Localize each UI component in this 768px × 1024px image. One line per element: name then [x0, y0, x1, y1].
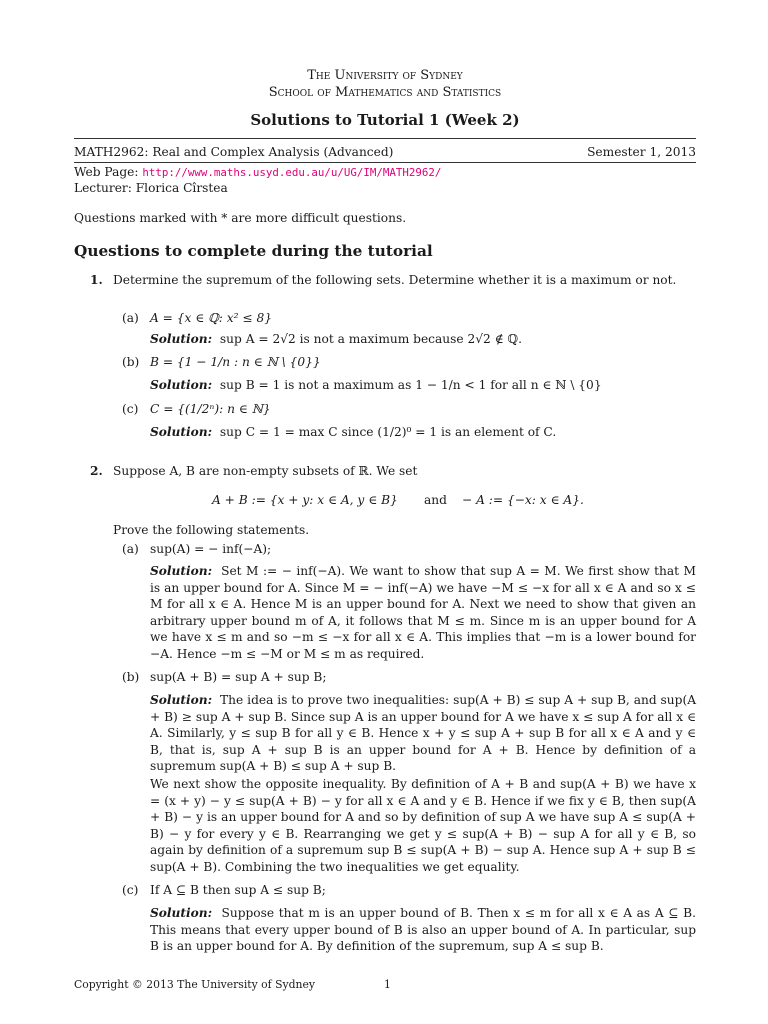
q2b-solution	[150, 692, 696, 775]
solution-label: Solution:	[150, 378, 213, 392]
q2b-statement: sup(A + B) = sup A + sup B;	[150, 670, 327, 684]
university-name: The University of Sydney	[307, 68, 463, 83]
page-number: 1	[384, 978, 391, 991]
q2-display-sum: A + B := {x + y: x ∈ A, y ∈ B}	[212, 493, 398, 507]
q1c-solution	[150, 424, 556, 441]
q2b-solution-continued: We next show the opposite inequality. By definition of A + B and sup(A + B) we have x = (x + y) − y ≤ sup(A + B) − y for all x ∈ A and y ∈ B. Hence if we fix y ∈ B, then sup(A + B) − y is an upper bound for A and so by definition of sup A we have sup A ≤ sup(A + B) − y for every y ∈ B. Rearranging we get y ≤ sup(A + B) − sup A for all y ∈ B, so again by definition of a supremum sup B ≤ sup(A + B) − sup A. Hence sup A + sup B ≤ sup(A + B). Combining the two inequalities we get equality.	[150, 777, 696, 874]
solution-label: Solution:	[150, 425, 213, 439]
q1c-set: C = {(1/2ⁿ): n ∈ ℕ}	[150, 402, 271, 416]
page-title: Solutions to Tutorial 1 (Week 2)	[250, 111, 520, 129]
top-rule	[74, 138, 696, 139]
webpage-label: Web Page:	[74, 165, 139, 179]
q1b-solution	[150, 377, 602, 394]
q2a-solution-text: Set M := − inf(−A). We want to show that sup A = M. We first show that M is an upper bound for A. Since M = − inf(−A) we have −M ≤ −x for all x ∈ A and so x ≤ M for all x ∈ A. Hence M is an upper bound for A. Next we need to show that given an arbitrary upper bound m of A, it follows that M ≤ m. Since m is an upper bound for A we have x ≤ m and so −m ≤ −x for all x ∈ A. This implies that −m is a lower bound for −A. Hence −m ≤ −M or M ≤ m as required.	[150, 564, 697, 661]
lecturer-line: Lecturer: Florica Cîrstea	[74, 181, 228, 195]
section-heading: Questions to complete during the tutorial	[74, 242, 433, 260]
difficulty-note: Questions marked with * are more difficult questions.	[74, 211, 407, 225]
q2a-label: (a)	[122, 542, 139, 556]
q1a-label: (a)	[122, 311, 139, 325]
course-name: MATH2962: Real and Complex Analysis (Advanced)	[74, 145, 394, 159]
q1a-solution-text: sup A = 2√2 is not a maximum because 2√2 ∉ ℚ.	[219, 332, 522, 346]
solution-label: Solution:	[150, 564, 213, 578]
q2-display-and: and	[424, 493, 447, 507]
q2a-solution	[150, 563, 696, 663]
q2b-label: (b)	[122, 670, 140, 684]
q1-number: 1.	[90, 273, 103, 287]
semester-label: Semester 1, 2013	[587, 145, 696, 159]
q1b-label: (b)	[122, 355, 140, 369]
solution-label: Solution:	[150, 906, 213, 920]
school-name: School of Mathematics and Statistics	[268, 85, 502, 100]
q2b-solution-text: The idea is to prove two inequalities: sup(A + B) ≤ sup A + sup B, and sup(A + B) ≥ sup A + sup B. Since sup A is an upper bound for A we have x ≤ sup A for all x ∈ A. Similarly, y ≤ sup B for all y ∈ B. Hence x + y ≤ sup A + sup B for all x ∈ A and y ∈ B, that is, sup A + sup B is an upper bound for A + B. Hence by definition of a supremum sup(A + B) ≤ sup A + sup B.	[150, 693, 697, 774]
q1b-set: B = {1 − 1/n : n ∈ ℕ \ {0}}	[150, 355, 321, 369]
middle-rule	[74, 162, 696, 163]
document-page	[74, 0, 696, 1024]
q2a-statement: sup(A) = − inf(−A);	[150, 542, 272, 556]
q2-number: 2.	[90, 464, 103, 478]
q1a-set: A = {x ∈ ℚ: x² ≤ 8}	[150, 311, 272, 325]
footer-copyright: Copyright © 2013 The University of Sydney	[74, 978, 315, 991]
q1a-solution	[150, 331, 522, 348]
q2-display-neg: − A := {−x: x ∈ A}.	[462, 493, 584, 507]
q2c-solution-text: Suppose that m is an upper bound of B. Then x ≤ m for all x ∈ A as A ⊆ B. This means that every upper bound of B is also an upper bound of A. In particular, sup B is an upper bound for A. By definition of the supremum, sup A ≤ sup B.	[150, 906, 697, 954]
webpage-link[interactable]: http://www.maths.usyd.edu.au/u/UG/IM/MATH2962/	[142, 166, 442, 179]
q2-text: Suppose A, B are non-empty subsets of ℝ. We set	[113, 464, 418, 478]
q1c-solution-text: sup C = 1 = max C since (1/2)⁰ = 1 is an element of C.	[219, 425, 557, 439]
q1b-solution-text: sup B = 1 is not a maximum as 1 − 1/n < 1 for all n ∈ ℕ \ {0}	[219, 378, 602, 392]
q2c-statement: If A ⊆ B then sup A ≤ sup B;	[150, 883, 326, 897]
q2c-solution	[150, 905, 696, 955]
webpage-line	[74, 164, 441, 182]
solution-label: Solution:	[150, 693, 213, 707]
solution-label: Solution:	[150, 332, 213, 346]
q1-text: Determine the supremum of the following sets. Determine whether it is a maximum or not.	[113, 273, 677, 287]
q2c-label: (c)	[122, 883, 139, 897]
q2-prove: Prove the following statements.	[113, 523, 310, 537]
q1c-label: (c)	[122, 402, 139, 416]
